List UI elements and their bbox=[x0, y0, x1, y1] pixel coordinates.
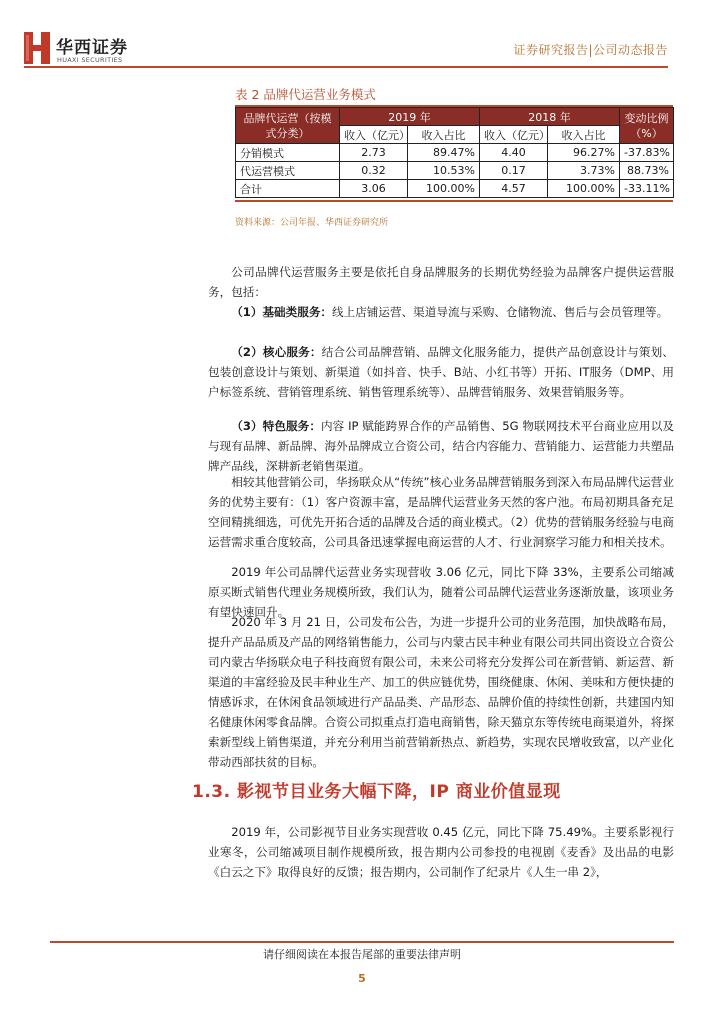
text-special-service: 内容 IP 赋能跨界合作的产品销售、5G 物联网技术平台商业应用以及与现有品牌、新品牌、海外品牌成立合资公司，结合内容能力、营销能力、运营能力共塑品牌产品线，深耕新老销售渠道。 bbox=[208, 419, 674, 473]
row-income-2019: 3.06 bbox=[340, 180, 408, 198]
text-core-service: 结合公司品牌营销、品牌文化服务能力，提供产品创意设计与策划、包装创意设计与策划、新渠道（如抖音、快手、B站、小红书等）开拓、IT服务（DMP、用户标签系统、营销管理系统、销售管理系统等）、品牌营销服务、效果营销服务等。 bbox=[208, 345, 674, 399]
row-name: 分销模式 bbox=[236, 144, 340, 162]
row-income-2018: 0.17 bbox=[480, 162, 548, 180]
table-bottom-rule bbox=[235, 200, 673, 202]
paragraph-special-service bbox=[208, 416, 674, 476]
row-income-2019: 2.73 bbox=[340, 144, 408, 162]
business-model-table bbox=[235, 107, 674, 198]
subheader-share-2019: 收入占比 bbox=[408, 126, 480, 144]
huaxi-logo-icon bbox=[24, 32, 50, 64]
label-special-service: （3）特色服务： bbox=[231, 419, 321, 433]
table-row bbox=[236, 144, 674, 162]
report-type: 证券研究报告|公司动态报告 bbox=[513, 43, 668, 57]
footer-divider bbox=[50, 941, 674, 943]
paragraph-core-service bbox=[208, 342, 674, 402]
table-title: 表 2 品牌代运营业务模式 bbox=[235, 87, 376, 102]
paragraph-intro: 公司品牌代运营服务主要是依托自身品牌服务的长期优势经验为品牌客户提供运营服务，包括： bbox=[208, 265, 674, 299]
label-core-service: （2）核心服务： bbox=[231, 345, 322, 359]
row-share-2018: 100.00% bbox=[548, 180, 620, 198]
row-change: -33.11% bbox=[620, 180, 674, 198]
table-source: 资料来源：公司年报、华西证券研究所 bbox=[235, 218, 389, 228]
table-row bbox=[236, 180, 674, 198]
row-change: 88.73% bbox=[620, 162, 674, 180]
paragraph-film-tv: 2019 年，公司影视节目业务实现营收 0.45 亿元，同比下降 75.49%。主要系影视行业寒冬，公司缩减项目制作规模所致，报告期内公司参投的电视剧《麦香》及出品的电影《白云之下》取得良好的反馈；报告期内，公司制作了纪录片《人生一串 2》， bbox=[208, 825, 674, 879]
row-share-2019: 10.53% bbox=[408, 162, 480, 180]
row-share-2019: 89.47% bbox=[408, 144, 480, 162]
section-heading: 1.3. 影视节目业务大幅下降，IP 商业价值显现 bbox=[192, 782, 561, 802]
paragraph-basic-service bbox=[208, 302, 674, 322]
row-income-2019: 0.32 bbox=[340, 162, 408, 180]
label-basic-service: （1）基础类服务： bbox=[231, 305, 333, 319]
row-share-2018: 96.27% bbox=[548, 144, 620, 162]
footer-disclaimer: 请仔细阅读在本报告尾部的重要法律声明 bbox=[263, 948, 461, 961]
table-header-row bbox=[236, 108, 674, 126]
table-row bbox=[236, 162, 674, 180]
paragraph-2019-revenue: 2019 年公司品牌代运营业务实现营收 3.06 亿元，同比下降 33%，主要系公司缩减原买断式销售代理业务规模所致，我们认为，随着公司品牌代运营业务逐渐放量，该项业务有望快速回升。 bbox=[208, 565, 674, 619]
page-number: 5 bbox=[358, 972, 366, 985]
subheader-income-2018: 收入（亿元） bbox=[480, 126, 548, 144]
row-share-2019: 100.00% bbox=[408, 180, 480, 198]
header-divider bbox=[24, 66, 668, 68]
logo-text-en: HUAXI SECURITIES bbox=[57, 56, 123, 64]
paragraph-advantages: 相较其他营销公司，华扬联众从“传统”核心业务品牌营销服务到深入布局品牌代运营业务的优势主要有：（1）客户资源丰富，是品牌代运营业务天然的客户池。布局初期具备充足空间精挑细选，可优先开拓合适的品牌及合适的商业模式。（2）优势的营销服务经验与电商运营需求重合度较高，公司具备迅速掌握电商运营的人才、行业洞察学习能力和相关技术。 bbox=[208, 475, 674, 549]
logo-text-cn: 华西证券 bbox=[56, 38, 128, 58]
paragraph-jv-announcement: 2020 年 3 月 21 日，公司发布公告，为进一步提升公司的业务范围，加快战略布局，提升产品品质及产品的网络销售能力，公司与内蒙古民丰种业有限公司共同出资设立合资公司内蒙古华扬联众电子科技商贸有限公司，未来公司将充分发挥公司在新营销、新运营、新渠道的丰富经验及民丰种业生产、加工的供应链优势，围绕健康、休闲、美味和方便快捷的情感诉求，在休闲食品领域进行产品品类、产品形态、品牌价值的持续性创新，共建国内知名健康休闲零食品牌。合资公司拟重点打造电商销售，除天猫京东等传统电商渠道外，将探索新型线上销售渠道，并充分利用当前营销新热点、新趋势，实现农民增收致富，以产业化带动西部扶贫的目标。 bbox=[208, 615, 674, 769]
header-2018: 2018 年 bbox=[480, 108, 620, 126]
header-2019: 2019 年 bbox=[340, 108, 480, 126]
row-name: 合计 bbox=[236, 180, 340, 198]
subheader-income-2019: 收入（亿元） bbox=[340, 126, 408, 144]
header-change: 变动比例（%） bbox=[620, 108, 674, 144]
row-share-2018: 3.73% bbox=[548, 162, 620, 180]
row-income-2018: 4.57 bbox=[480, 180, 548, 198]
text-basic-service: 线上店铺运营、渠道导流与采购、仓储物流、售后与会员管理等。 bbox=[332, 305, 669, 319]
subheader-share-2018: 收入占比 bbox=[548, 126, 620, 144]
row-name: 代运营模式 bbox=[236, 162, 340, 180]
row-income-2018: 4.40 bbox=[480, 144, 548, 162]
row-change: -37.83% bbox=[620, 144, 674, 162]
header-category: 品牌代运营（按模式分类） bbox=[236, 108, 340, 144]
